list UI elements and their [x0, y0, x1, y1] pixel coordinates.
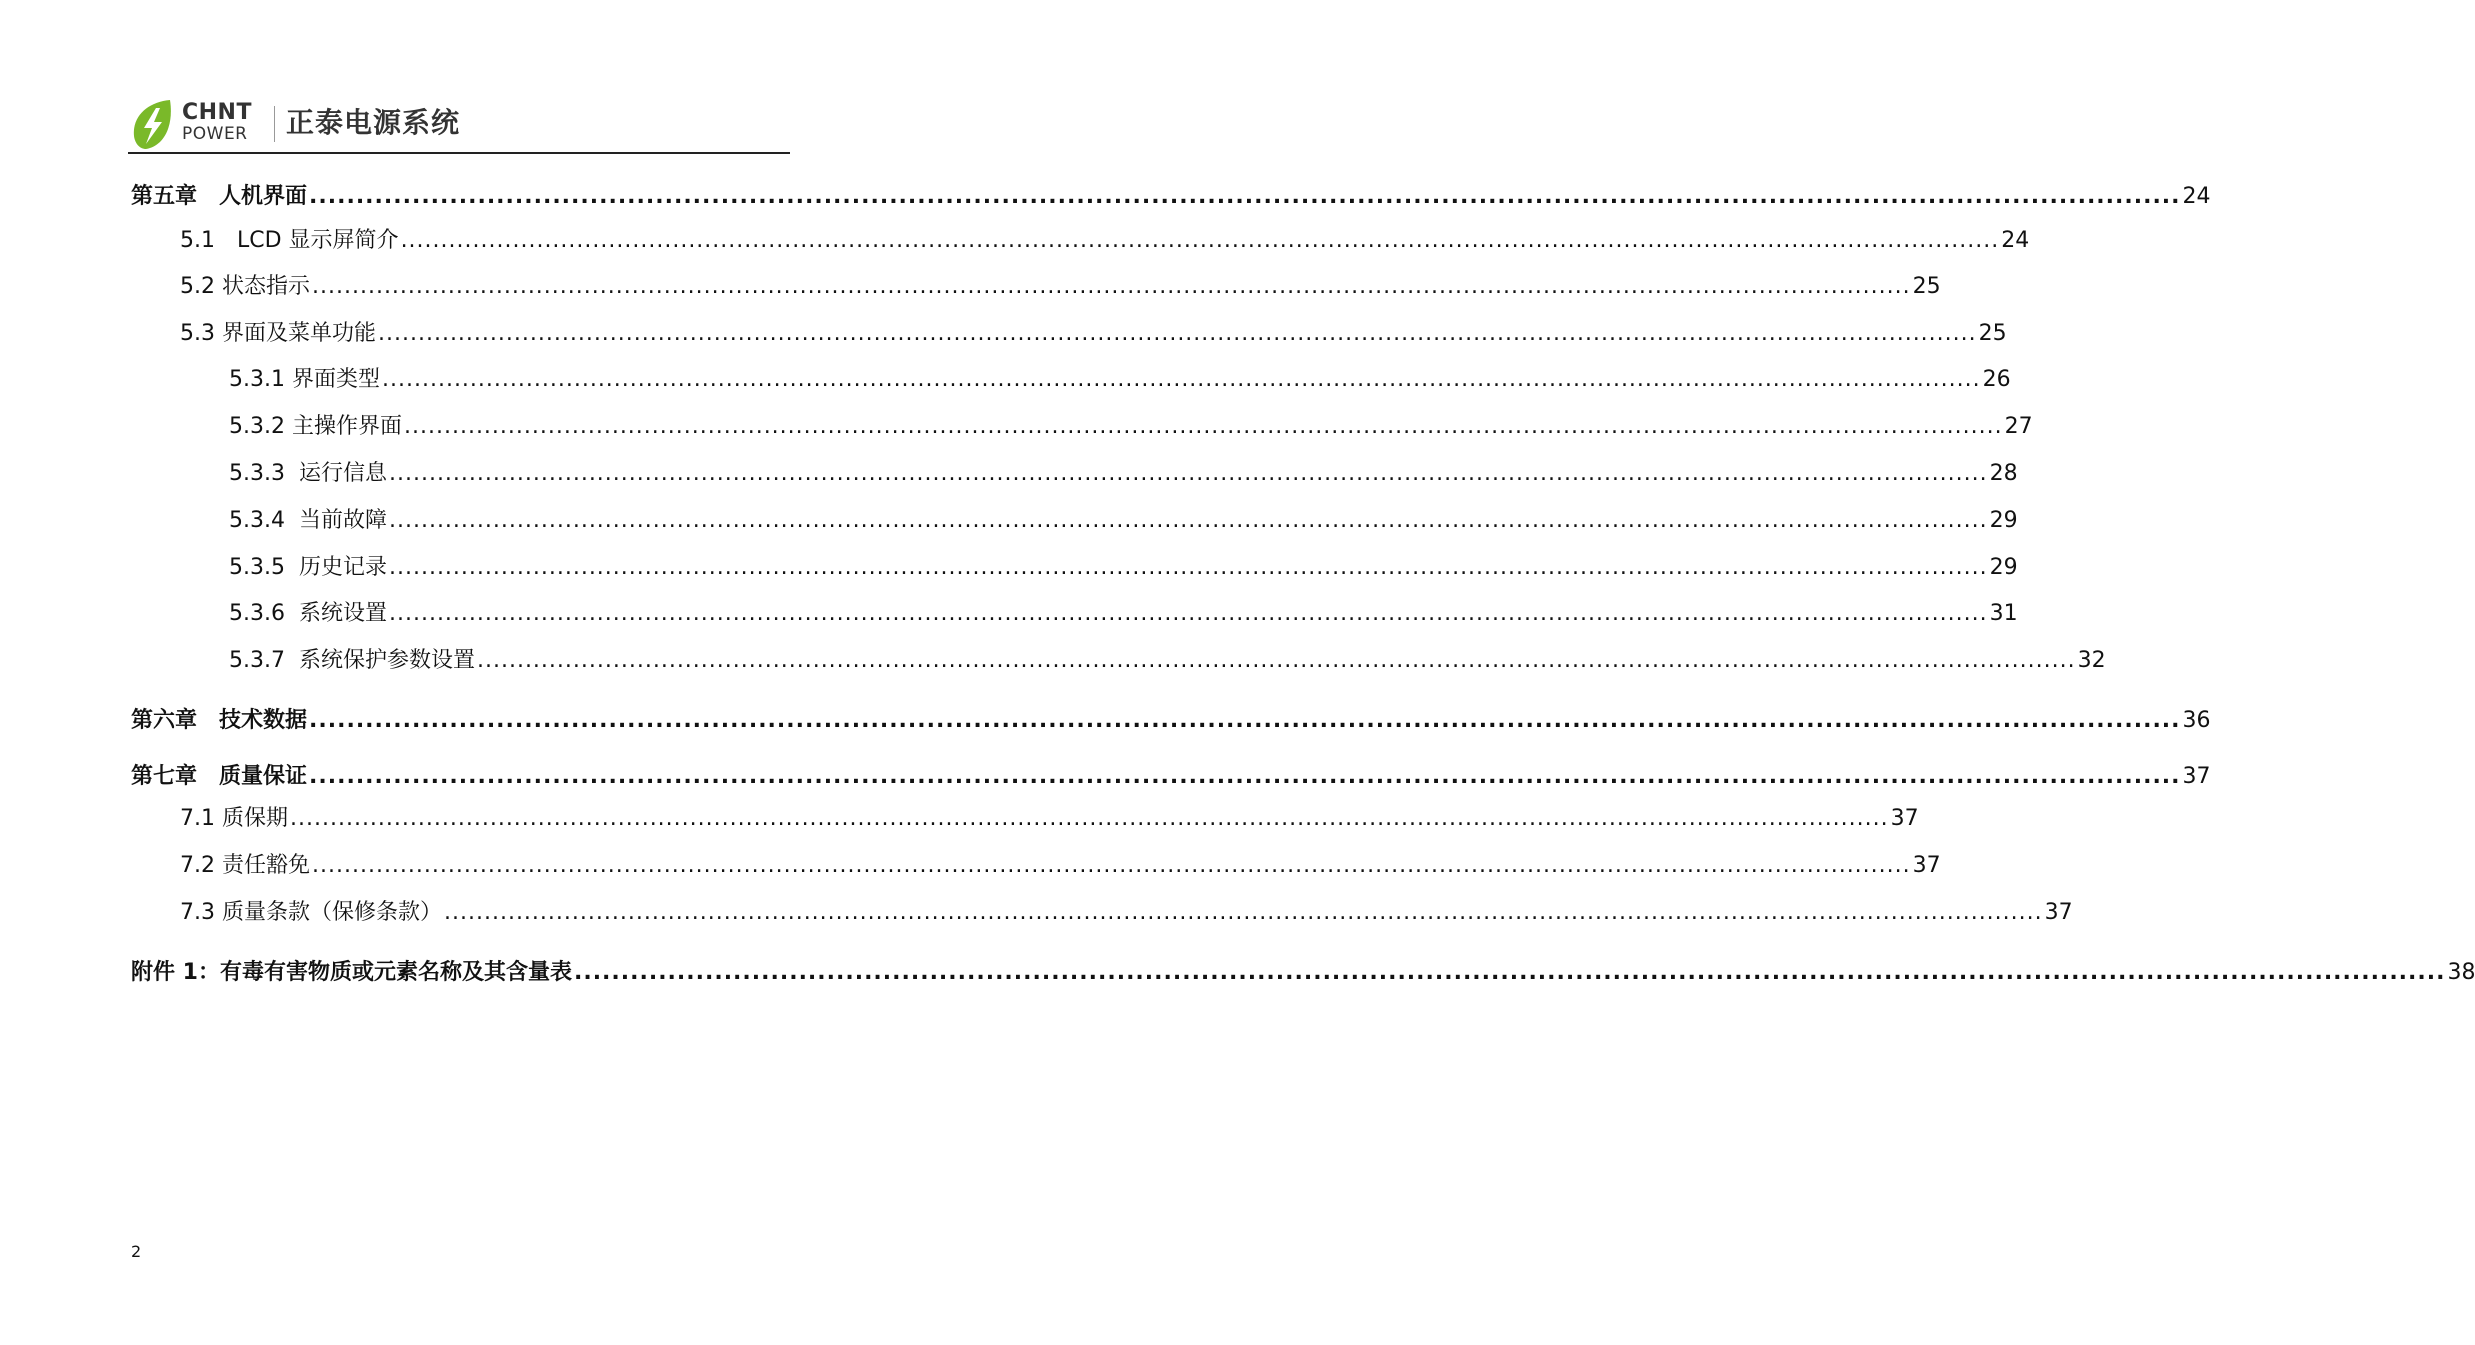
toc-entry-title: 质量条款（保修条款） — [221, 900, 442, 925]
toc-entry-page: 29 — [1989, 555, 2018, 580]
toc-leader-dots: ........................................................................................................................................................................................................ — [378, 321, 1977, 346]
toc-leader-dots: ........................................................................................................................................................................................................ — [290, 806, 1889, 831]
toc-entry-title: 界面类型 — [291, 367, 380, 392]
toc-entry[interactable] — [229, 599, 2018, 629]
toc-entry-page: 36 — [2182, 708, 2211, 733]
toc-entry[interactable] — [180, 226, 2030, 256]
toc-entry-number: 7.2 — [180, 853, 222, 878]
toc-entry-page: 26 — [1982, 367, 2011, 392]
toc-entry-number: 第六章 — [131, 708, 220, 733]
toc-leader-dots: ........................................................................................................................................................................................................ — [309, 184, 2181, 209]
page-header — [128, 96, 790, 154]
toc-entry-number: 5.3.1 — [229, 367, 292, 392]
toc-entry[interactable] — [229, 506, 2018, 536]
brand-name-chinese: 正泰电源系统 — [286, 106, 461, 139]
toc-entry-title: 责任豁免 — [221, 853, 310, 878]
brand-name-bottom: POWER — [182, 124, 248, 144]
toc-entry-page: 37 — [2182, 764, 2211, 789]
toc-entry-number: 5.3.6 — [229, 601, 299, 626]
toc-entry-number: 5.2 — [180, 274, 222, 299]
toc-entry[interactable] — [131, 182, 2211, 212]
toc-entry[interactable] — [229, 412, 2033, 442]
toc-entry-number: 7.1 — [180, 806, 222, 831]
toc-leader-dots: ........................................................................................................................................................................................................ — [400, 228, 2000, 253]
toc-leader-dots: ........................................................................................................................................................................................................ — [388, 508, 1988, 533]
toc-entry-page: 27 — [2004, 414, 2033, 439]
toc-entry-title: 技术数据 — [219, 708, 308, 733]
toc-entry-page: 37 — [1912, 853, 1941, 878]
toc-entry[interactable] — [229, 646, 2106, 676]
toc-entry-title: 人机界面 — [219, 184, 308, 209]
toc-entry[interactable] — [229, 459, 2018, 489]
toc-leader-dots: ........................................................................................................................................................................................................ — [476, 648, 2076, 673]
toc-entry-page: 24 — [2182, 184, 2211, 209]
toc-entry-number: 第五章 — [131, 184, 220, 209]
toc-leader-dots: ........................................................................................................................................................................................................ — [388, 601, 1988, 626]
page-number: 2 — [131, 1242, 142, 1261]
toc-entry-number: 5.3.2 — [229, 414, 292, 439]
toc-entry[interactable] — [131, 762, 2211, 792]
toc-leader-dots: ........................................................................................................................................................................................................ — [309, 708, 2181, 733]
toc-entry-title: LCD 显示屏简介 — [237, 228, 399, 253]
toc-leader-dots: ........................................................................................................................................................................................................ — [382, 367, 1981, 392]
toc-entry[interactable] — [180, 319, 2007, 349]
toc-entry-page: 37 — [2044, 900, 2073, 925]
toc-entry[interactable] — [131, 958, 2475, 988]
toc-entry-title: 系统保护参数设置 — [298, 648, 475, 673]
toc-entry-number: 5.3.5 — [229, 555, 299, 580]
toc-entry-title: 当前故障 — [298, 508, 387, 533]
toc-entry-page: 29 — [1989, 508, 2018, 533]
toc-entry[interactable] — [229, 365, 2011, 395]
toc-leader-dots: ........................................................................................................................................................................................................ — [388, 555, 1988, 580]
toc-entry-page: 32 — [2077, 648, 2106, 673]
toc-entry-title: 有毒有害物质或元素名称及其含量表 — [219, 960, 572, 985]
toc-entry-page: 25 — [1912, 274, 1941, 299]
toc-entry-page: 24 — [2001, 228, 2030, 253]
toc-entry-title: 质量保证 — [219, 764, 308, 789]
toc-entry[interactable] — [180, 272, 1941, 302]
toc-entry[interactable] — [131, 706, 2211, 736]
toc-entry-page: 31 — [1989, 601, 2018, 626]
toc-entry[interactable] — [180, 851, 1941, 881]
toc-leader-dots: ........................................................................................................................................................................................................ — [312, 274, 1911, 299]
toc-entry-page: 37 — [1890, 806, 1919, 831]
toc-entry-number: 5.3.4 — [229, 508, 299, 533]
toc-entry-title: 状态指示 — [221, 274, 310, 299]
toc-entry-page: 28 — [1989, 461, 2018, 486]
toc-entry-number: 7.3 — [180, 900, 222, 925]
toc-entry-title: 主操作界面 — [291, 414, 402, 439]
brand-name-top: CHNT — [182, 100, 252, 125]
header-rule — [128, 152, 790, 154]
toc-entry-title: 历史记录 — [298, 555, 387, 580]
toc-entry-number: 5.3 — [180, 321, 222, 346]
toc-leader-dots: ........................................................................................................................................................................................................ — [309, 764, 2181, 789]
toc-entry-number: 5.3.7 — [229, 648, 299, 673]
leaf-lightning-icon — [130, 98, 176, 150]
brand-separator — [274, 106, 275, 142]
toc-entry-number: 第七章 — [131, 764, 220, 789]
toc-entry[interactable] — [229, 553, 2018, 583]
toc-leader-dots: ........................................................................................................................................................................................................ — [404, 414, 2003, 439]
toc-entry-title: 运行信息 — [298, 461, 387, 486]
toc-leader-dots: ........................................................................................................................................................................................................ — [312, 853, 1911, 878]
toc-leader-dots: ........................................................................................................................................................................................................ — [444, 900, 2043, 925]
toc-entry-number: 附件 1： — [131, 960, 220, 985]
toc-entry[interactable] — [180, 898, 2073, 928]
toc-entry-number: 5.1 — [180, 228, 237, 253]
toc-entry-title: 系统设置 — [298, 601, 387, 626]
toc-leader-dots: ........................................................................................................................................................................................................ — [573, 960, 2446, 985]
toc-leader-dots: ........................................................................................................................................................................................................ — [388, 461, 1988, 486]
toc-entry-title: 质保期 — [221, 806, 288, 831]
toc-entry-title: 界面及菜单功能 — [221, 321, 376, 346]
toc-entry-page: 25 — [1978, 321, 2007, 346]
toc-entry-page: 38 — [2447, 960, 2475, 985]
toc-entry-number: 5.3.3 — [229, 461, 299, 486]
toc-entry[interactable] — [180, 804, 1919, 834]
